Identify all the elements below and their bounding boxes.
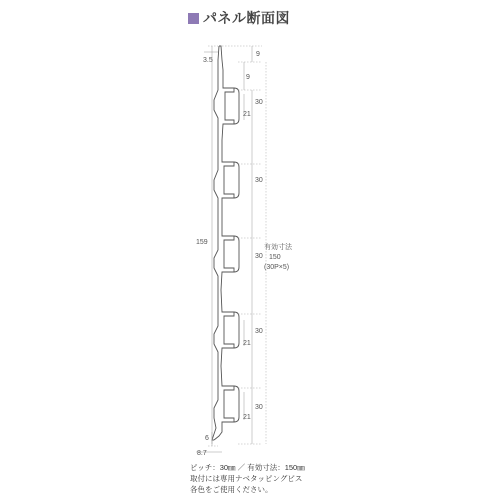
dim-pitch-1: 30 <box>255 99 263 106</box>
dim-effective-formula: (30P×5) <box>264 264 290 271</box>
note-line-3: 各色をご使用ください。 <box>190 485 273 494</box>
dim-pitch-2: 30 <box>255 177 263 184</box>
page-title: パネル断面図 <box>203 10 290 26</box>
dim-pitch-3: 30 <box>255 253 263 260</box>
dim-base-width: 8.7 <box>197 450 207 457</box>
dim-pitch-4: 30 <box>255 328 263 335</box>
note-line-1: ピッチ：30㎜ ／ 有効寸法：150㎜ <box>190 463 305 472</box>
dim-bottom-offset: 6 <box>205 435 209 442</box>
dim-slot-2: 21 <box>243 340 251 347</box>
notes <box>190 462 305 495</box>
dim-first-gap: 9 <box>246 74 250 81</box>
dim-effective-label: 有効寸法 <box>264 244 292 251</box>
extension-lines <box>208 46 266 446</box>
dim-total-height: 159 <box>196 239 208 246</box>
dim-pitch-5: 30 <box>255 404 263 411</box>
dim-top-offset: 9 <box>256 51 260 58</box>
dim-slot-1: 21 <box>243 111 251 118</box>
dim-effective-value: 150 <box>269 254 281 261</box>
dim-slot-3: 21 <box>243 414 251 421</box>
panel-profile <box>212 46 239 440</box>
dim-left-thickness: 3.5 <box>203 57 213 64</box>
note-line-2: 取付には専用ナベタッピングビス <box>190 474 303 483</box>
